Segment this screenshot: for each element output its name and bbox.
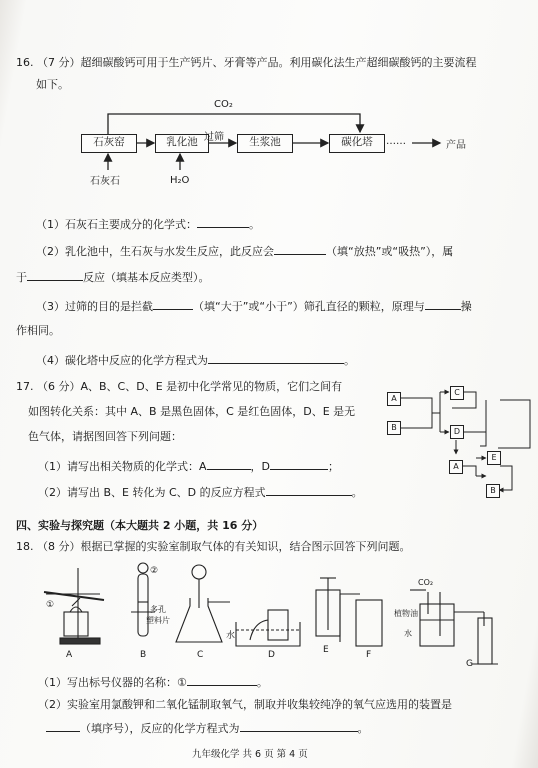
answer-blank[interactable] — [240, 720, 358, 732]
flow-box-lime-kiln: 石灰窑 — [81, 134, 137, 153]
q18-part1: （1）写出标号仪器的名称：① 。 — [38, 676, 268, 689]
label-g: G — [466, 659, 473, 669]
q16-part3: （3）过筛的目的是拦截 （填“大于”或“小于”）筛孔直径的颗粒，原理与 操 — [36, 300, 472, 313]
q16-part2-cont: 于 反应（填基本反应类型）。 — [16, 271, 210, 284]
q18-part2-cont: （填序号），反应的化学方程式为 。 — [46, 720, 369, 736]
node-c: C — [450, 386, 464, 400]
q17-line2: 如图转化关系：其中 A、B 是黑色固体，C 是红色固体，D、E 是无 — [28, 405, 356, 418]
q18-stem: 18. （8 分）根据已掌握的实验室制取气体的有关知识，结合图示回答下列问题。 — [16, 540, 411, 553]
flow-ellipsis: …… — [386, 136, 406, 147]
flow-box-carbonation-tower: 碳化塔 — [329, 134, 385, 153]
q16-stem-line1: 16. （7 分）超细碳酸钙可用于生产钙片、牙膏等产品。利用碳化法生产超细碳酸钙的主要流程 — [16, 56, 477, 69]
q16-part1: （1）石灰石主要成分的化学式： 。 — [36, 218, 260, 231]
product-label: 产品 — [446, 140, 466, 151]
plastic-plate-label: 塑料片 — [146, 616, 170, 625]
marker-1: ① — [46, 600, 55, 610]
node-a-top: A — [387, 392, 401, 406]
oil-label: 植物油 — [394, 609, 418, 618]
marker-2: ② — [150, 566, 159, 576]
porous-plate-label: 多孔 — [150, 605, 166, 614]
water-d-label: 水 — [226, 631, 236, 641]
q17-part1: （1）请写出相关物质的化学式：A ，D ； — [38, 460, 340, 473]
node-b-top: B — [387, 421, 401, 435]
label-a: A — [66, 650, 73, 660]
water-g-label: 水 — [404, 629, 412, 638]
flow-box-slurry-tank: 生浆池 — [237, 134, 293, 153]
q18-part2: （2）实验室用氯酸钾和二氧化锰制取氧气，制取并收集较纯净的氧气应选用的装置是 — [38, 698, 452, 711]
co2-g-label: CO₂ — [418, 578, 434, 587]
label-c: C — [197, 650, 204, 660]
node-b-bottom: B — [486, 484, 500, 498]
limestone-label: 石灰石 — [90, 176, 120, 187]
q16-part3-cont: 作相同。 — [16, 324, 60, 337]
label-f: F — [366, 650, 372, 660]
label-d: D — [268, 650, 275, 660]
section4-heading: 四、实验与探究题（本大题共 2 小题，共 16 分） — [16, 519, 264, 532]
label-b: B — [140, 650, 147, 660]
q17-line3: 色气体，请据图回答下列问题： — [28, 430, 182, 443]
q17-part2: （2）请写出 B、E 转化为 C、D 的反应方程式 。 — [38, 486, 363, 499]
q16-part2: （2）乳化池中，生石灰与水发生反应，此反应会 （填“放热”或“吸热”），属 — [36, 245, 454, 258]
q16-stem-line2: 如下。 — [36, 78, 69, 91]
water-label: H₂O — [170, 175, 190, 186]
q17-line1: 17. （6 分）A、B、C、D、E 是初中化学常见的物质，它们之间有 — [16, 380, 343, 393]
answer-blank[interactable] — [46, 720, 80, 732]
node-a-bottom: A — [449, 460, 463, 474]
filter-label: 过筛 — [204, 132, 224, 143]
answer-blank[interactable] — [187, 674, 257, 686]
page-footer: 九年级化学 共 6 页 第 4 页 — [192, 749, 308, 760]
flow-box-emulsify-tank: 乳化池 — [155, 134, 209, 153]
node-e: E — [487, 451, 501, 465]
label-e: E — [323, 645, 329, 655]
q16-part4: （4）碳化塔中反应的化学方程式为 。 — [36, 354, 355, 367]
node-d: D — [450, 425, 464, 439]
co2-label: CO₂ — [214, 99, 233, 110]
